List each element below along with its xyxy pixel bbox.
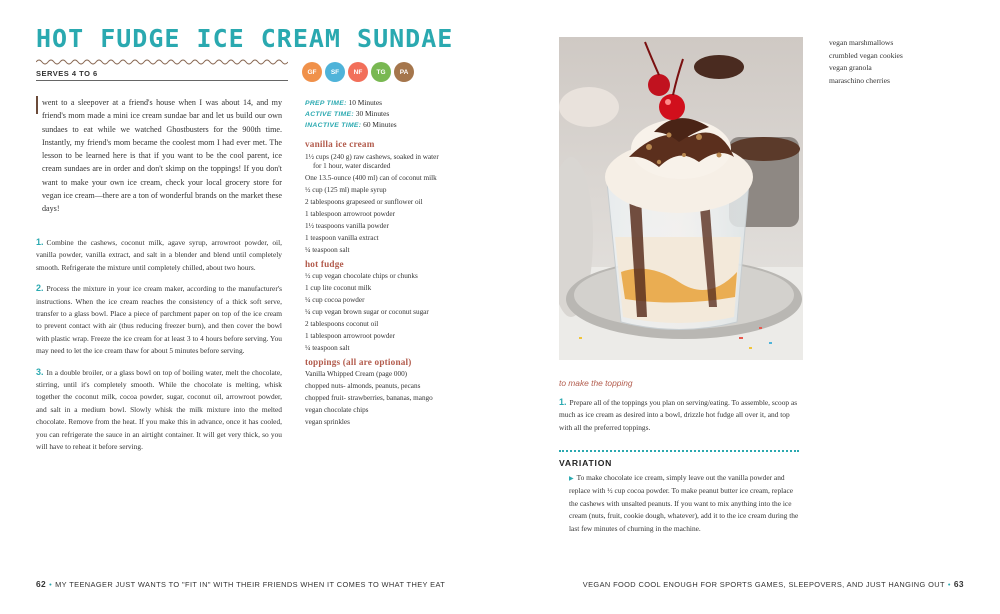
diet-badges <box>302 62 414 82</box>
active-time: ACTIVE TIME: 30 Minutes <box>305 109 390 118</box>
intro-text: went to a sleepover at a friend's house when I was about 14, and my friend's mom made a mini ice cream sundae bar and let us build our own sundaes to eat while we watched Ghostbusters for the 900th time. Instantly, my friend's mom became the coolest mom I had ever met. The lesson to be learned here is that if you want to be the cool parent, ice cream sundaes are in order and don't skimp on the toppings! If you don't want to make your own ice cream, check your local grocery store for vegan ice cream—there are a ton of wonderful brands on the market these days! <box>42 98 282 214</box>
ingredient: vegan chocolate chips <box>305 406 369 415</box>
wavy-divider <box>36 58 288 66</box>
ingredient: chopped nuts- almonds, peanuts, pecans <box>305 382 421 391</box>
step-text: Process the mixture in your ice cream maker, according to the manufacturer's instructions. When the ice cream reaches the consistency of a thick soft serve, transfer to a glass bowl. Place a piece of parchment paper on top of the ice cream to prevent contact with air (thus reducing freezer burn), and then cover the bowl with plastic wrap. Freeze the ice cream for at least 3 to 4 hours before serving. You may need to let the ice cream thaw for about 5 minutes before serving. <box>36 284 282 356</box>
section-heading: toppings (all are optional) <box>305 356 412 367</box>
serves-rule <box>36 80 288 81</box>
ingredient: vegan sprinkles <box>305 418 350 427</box>
bullet-icon: • <box>49 580 53 589</box>
ingredient: 1½ cups (240 g) raw cashews, soaked in water for 1 hour, water discarded <box>305 152 439 171</box>
inactive-time: INACTIVE TIME: 60 Minutes <box>305 120 397 129</box>
step-2 <box>36 282 282 357</box>
step-number: 2. <box>36 283 44 294</box>
time-block <box>305 98 397 131</box>
page-number-right: 63 <box>953 579 964 589</box>
ingredient: ½ cup vegan chocolate chips or chunks <box>305 272 418 281</box>
extra-toppings-list <box>829 37 903 87</box>
triangle-bullet-icon: ▶ <box>569 475 574 482</box>
ingredient: 1 teaspoon vanilla extract <box>305 234 379 243</box>
badge-sf: SF <box>325 62 345 82</box>
topping-item: vegan marshmallows <box>829 38 894 47</box>
topping-item: vegan granola <box>829 63 872 73</box>
badge-gf: GF <box>302 62 322 82</box>
serves-label: SERVES 4 TO 6 <box>36 69 98 78</box>
footer-right <box>583 579 964 589</box>
ingredient: One 13.5-ounce (400 ml) can of coconut milk <box>305 174 437 183</box>
ingredient: ¼ cup cocoa powder <box>305 296 365 305</box>
step-1 <box>36 236 282 274</box>
bullet-icon: • <box>947 580 951 589</box>
ingredient: ½ cup (125 ml) maple syrup <box>305 186 387 195</box>
topping-item: maraschino cherries <box>829 75 890 85</box>
running-head-left: MY TEENAGER JUST WANTS TO "FIT IN" WITH THEIR FRIENDS WHEN IT COMES TO WHAT THEY EAT <box>55 580 446 589</box>
step-text: In a double broiler, or a glass bowl on top of boiling water, melt the chocolate, stirring, until it's completely smooth. While the chocolate is melting, whisk together the coconut milk, cocoa powder, sugar, coconut oil, arrowroot powder, and salt in a medium bowl. Slowly whisk the milk mixture into the melted chocolate. Remove from the heat. If you make this in advance, once it has cooled, you can refrigerate the sauce in an airtight container. It will get very thick, so you will have to reheat it before serving. <box>36 367 282 452</box>
variation-heading: VARIATION <box>559 458 613 468</box>
step-number: 1. <box>36 237 44 247</box>
badge-tg: TG <box>371 62 391 82</box>
step-text: Combine the cashews, coconut milk, agave syrup, arrowroot powder, oil, vanilla powder, vanilla extract, and salt in a blender and blend until completely smooth. Refrigerate the mixture until completely chilled, about two hours. <box>36 238 282 272</box>
recipe-title: HOT FUDGE ICE CREAM SUNDAE <box>36 24 454 53</box>
sundae-photo <box>559 37 803 360</box>
ingredient: 1 cup lite coconut milk <box>305 284 372 293</box>
variation-text: To make chocolate ice cream, simply leave out the vanilla powder and replace with ½ cup cocoa powder. To make peanut butter ice cream, replace the cashews with unsalted peanuts. If you want to mix anything into the ice cream (nuts, fruit, cookie dough, whatever), add it to the ice cream during the last few minutes of churning in the machine. <box>569 473 799 533</box>
page-number-left: 62 <box>36 579 47 589</box>
ingredient: 1 tablespoon arrowroot powder <box>305 332 396 341</box>
step-number: 3. <box>36 366 44 377</box>
topping-heading: to make the topping <box>559 378 633 388</box>
topping-item: crumbled vegan cookies <box>829 50 903 60</box>
badge-nf: NF <box>348 62 368 82</box>
ingredient: Vanilla Whipped Cream (page 000) <box>305 370 408 379</box>
sundae-illustration <box>559 37 803 360</box>
prep-time: PREP TIME: 10 Minutes <box>305 98 382 107</box>
footer-left <box>36 579 445 589</box>
ingredient: ¼ cup vegan brown sugar or coconut sugar <box>305 308 429 317</box>
ingredient: ¼ teaspoon salt <box>305 246 350 255</box>
ingredient: 2 tablespoons grapeseed or sunflower oil <box>305 198 423 207</box>
variation-divider <box>559 450 799 453</box>
ingredient: ¼ teaspoon salt <box>305 344 350 353</box>
section-heading: vanilla ice cream <box>305 139 375 149</box>
method-steps <box>36 236 282 462</box>
step-text: Prepare all of the toppings you plan on serving/eating. To assemble, scoop as much as ice cream as desired into a bowl, drizzle hot fudge all over it, and top with all the preferred toppings. <box>559 398 798 432</box>
ingredient: chopped fruit- strawberries, bananas, mango <box>305 394 433 403</box>
variation-body <box>569 472 803 535</box>
ingredients-list <box>305 136 445 430</box>
intro-paragraph <box>36 96 282 216</box>
ingredient: 1½ teaspoons vanilla powder <box>305 222 389 231</box>
ingredient: 1 tablespoon arrowroot powder <box>305 210 396 219</box>
step-3 <box>36 366 282 454</box>
ingredient: 2 tablespoons coconut oil <box>305 320 379 329</box>
section-heading: hot fudge <box>305 258 344 269</box>
running-head-right: VEGAN FOOD COOL ENOUGH FOR SPORTS GAMES, SLEEPOVERS, AND JUST HANGING OUT <box>582 580 945 589</box>
step-number: 1. <box>559 397 567 407</box>
topping-step-1 <box>559 396 799 434</box>
badge-pa: PA <box>394 62 414 82</box>
